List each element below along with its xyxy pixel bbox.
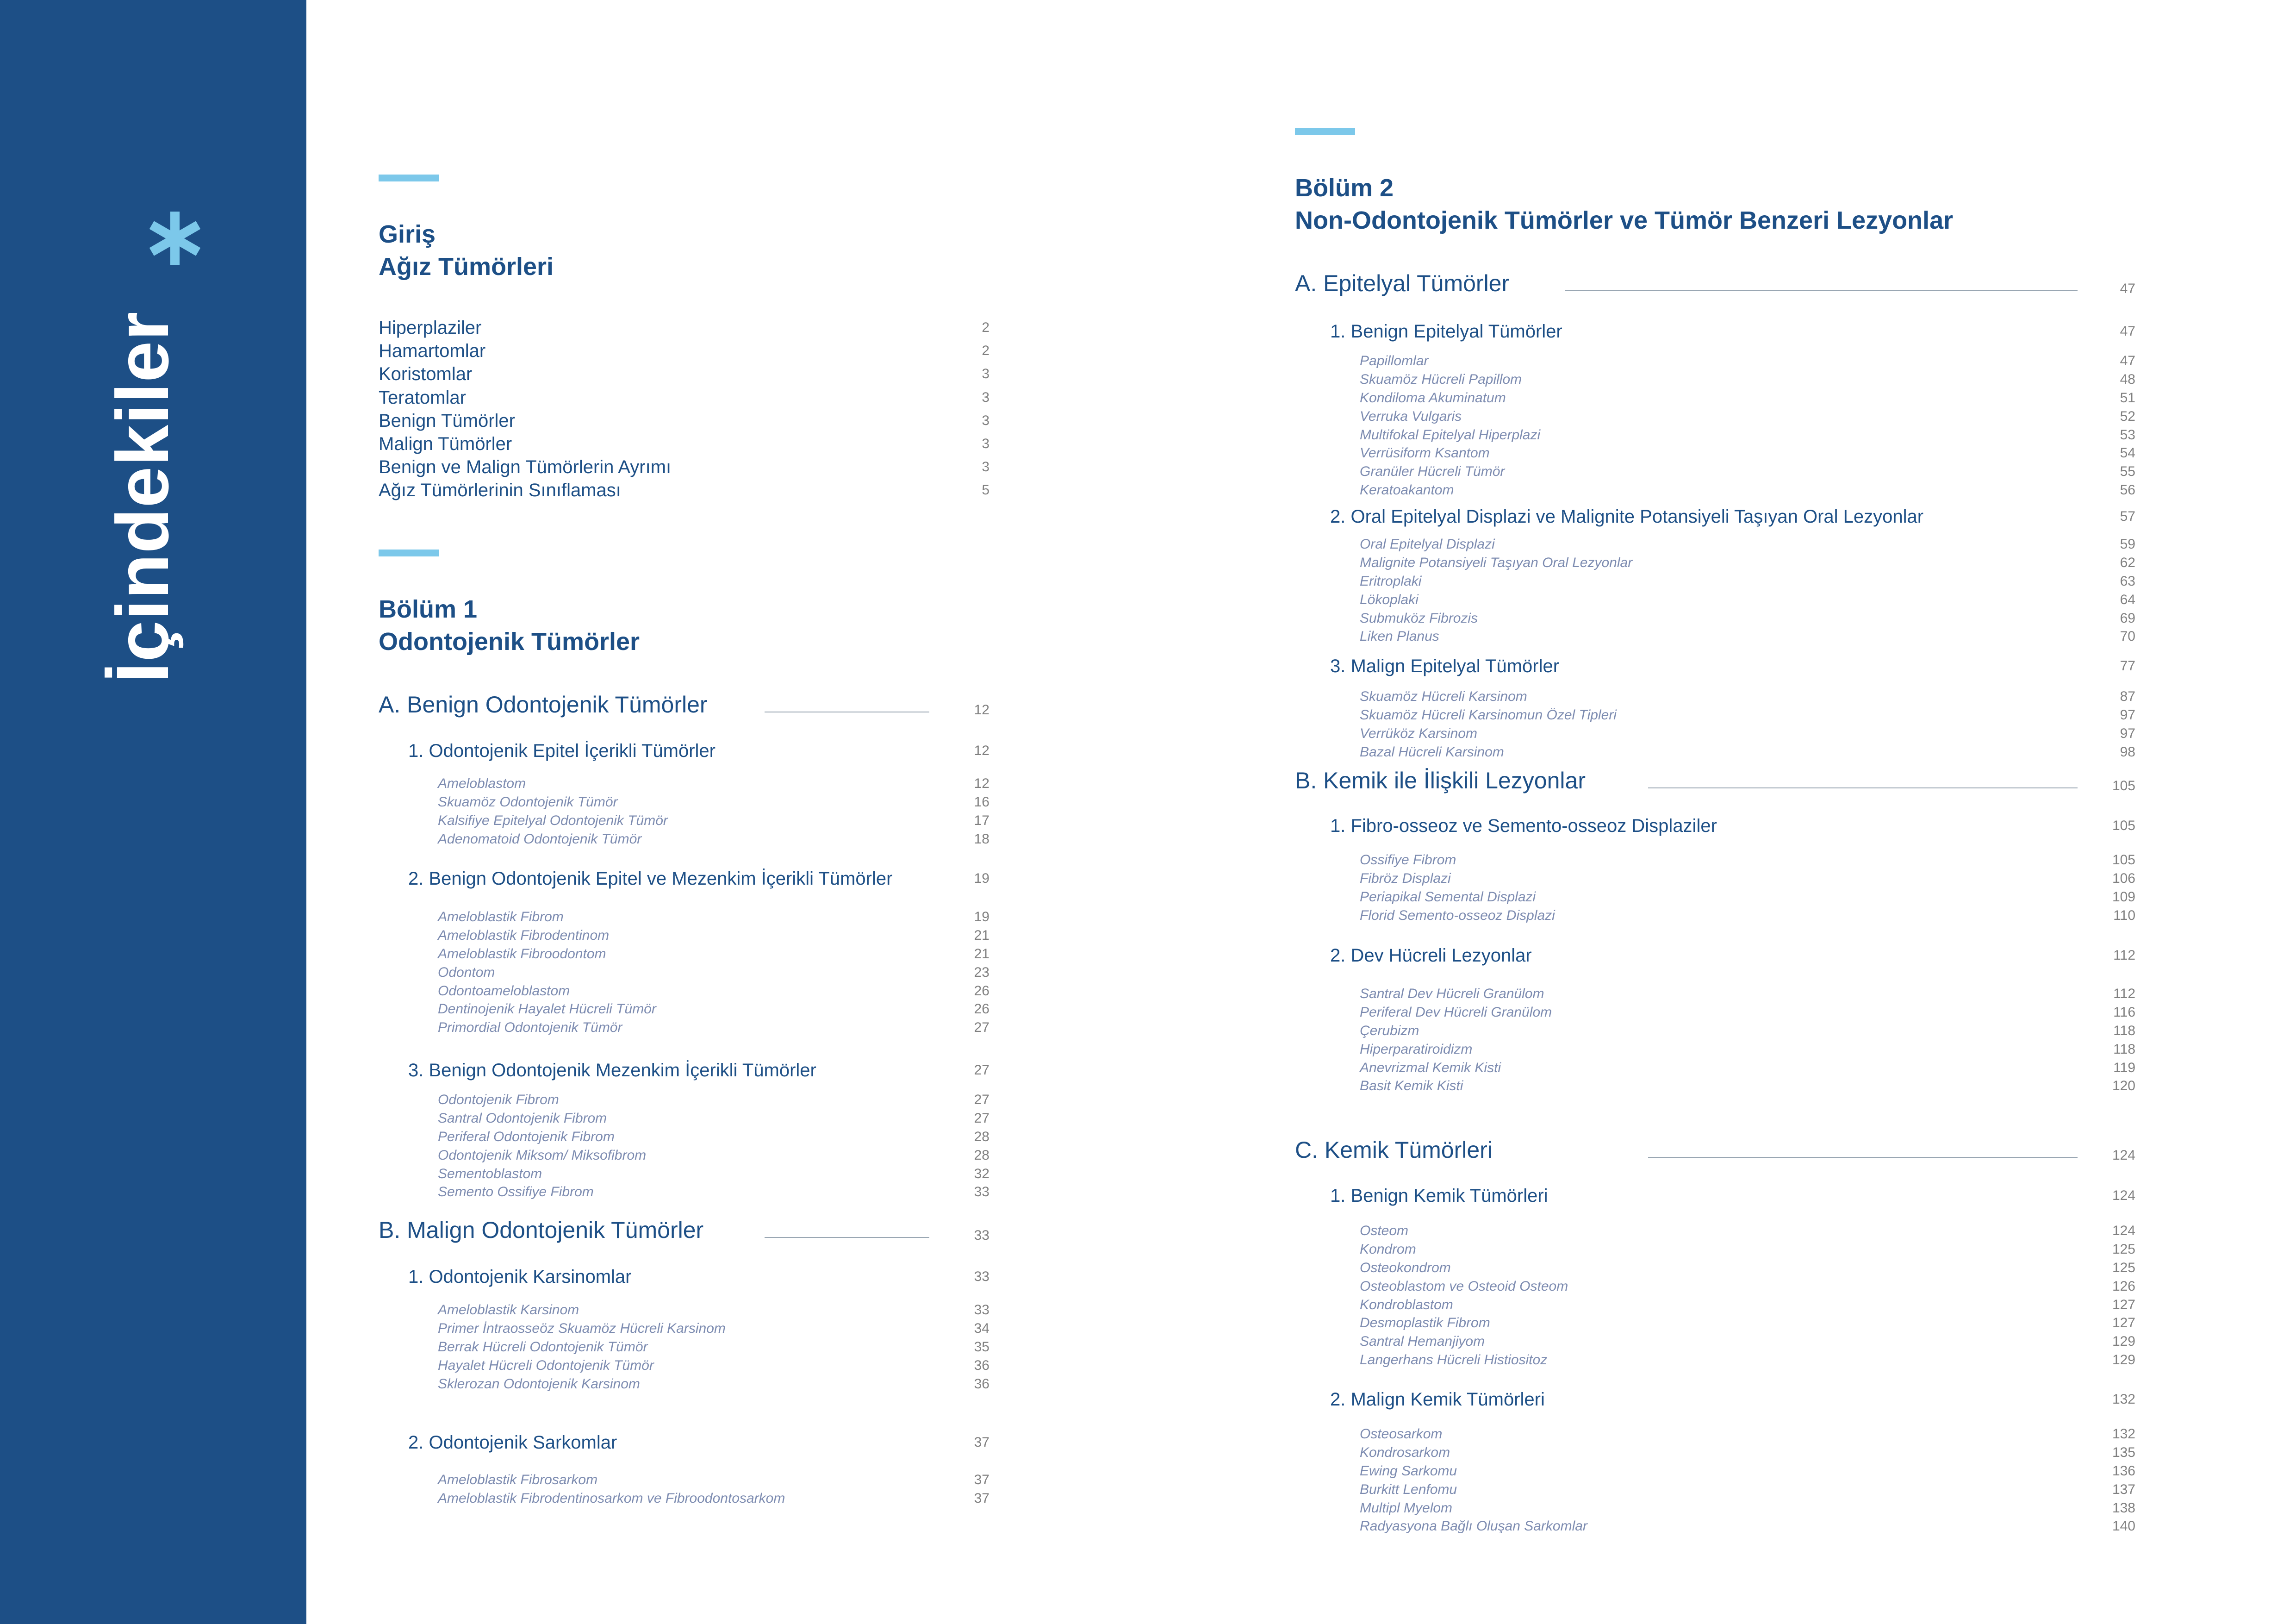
toc-entry	[379, 479, 989, 502]
toc-item	[1360, 1059, 2135, 1077]
toc-entry-label: Hiperplaziler	[379, 318, 482, 338]
toc-entry-page: 3	[982, 436, 989, 451]
toc-item-label: Odontojenik Fibrom	[438, 1092, 559, 1107]
toc-item-label: Anevrizmal Kemik Kisti	[1360, 1060, 1501, 1075]
toc-subsection	[408, 1429, 989, 1456]
toc-item-list	[1360, 851, 2135, 925]
toc-item-page: 17	[974, 812, 989, 828]
toc-item	[1360, 591, 2135, 609]
toc-item-page: 126	[2112, 1278, 2135, 1294]
toc-item	[1360, 627, 2135, 646]
chapter1-title: Odontojenik Tümörler	[379, 628, 640, 656]
toc-subsection-label: 3. Malign Epitelyal Tümörler	[1330, 656, 1560, 676]
toc-item-page: 137	[2112, 1481, 2135, 1497]
toc-item	[1360, 1040, 2135, 1059]
toc-item-label: Primordial Odontojenik Tümör	[438, 1020, 622, 1036]
toc-item-label: Ameloblastik Fibrosarkom	[438, 1472, 598, 1487]
toc-entry-label: Benign ve Malign Tümörlerin Ayrımı	[379, 457, 672, 478]
toc-item	[438, 963, 989, 982]
toc-item	[438, 775, 989, 793]
toc-item	[1360, 535, 2135, 554]
toc-subsection-label: 1. Fibro-osseoz ve Semento-osseoz Displaziler	[1330, 816, 1717, 836]
toc-section-page: 33	[974, 1228, 989, 1243]
toc-item-label: Osteosarkom	[1360, 1426, 1443, 1442]
toc-item-label: Kondrosarkom	[1360, 1444, 1450, 1460]
toc-item-label: Berrak Hücreli Odontojenik Tümör	[438, 1339, 648, 1355]
toc-entry-page: 2	[982, 320, 989, 335]
toc-item-page: 109	[2112, 889, 2135, 905]
toc-item-page: 18	[974, 831, 989, 847]
toc-subsection-page: 12	[974, 743, 989, 758]
section-divider	[1648, 787, 2078, 788]
toc-item-page: 27	[974, 1020, 989, 1036]
toc-item-page: 62	[2120, 555, 2135, 570]
toc-item	[1360, 609, 2135, 628]
toc-item-label: Sklerozan Odontojenik Karsinom	[438, 1376, 640, 1392]
toc-item-list	[438, 1471, 989, 1508]
toc-item	[1360, 352, 2135, 370]
toc-item	[1360, 869, 2135, 888]
toc-item	[438, 793, 989, 812]
toc-item-page: 64	[2120, 592, 2135, 607]
toc-item-label: Skuamöz Odontojenik Tümör	[438, 794, 618, 810]
toc-entry	[379, 362, 989, 386]
toc-item-page: 138	[2112, 1500, 2135, 1516]
toc-item	[1360, 1332, 2135, 1351]
toc-item-label: Verrüsiform Ksantom	[1360, 445, 1490, 461]
toc-item	[1360, 407, 2135, 426]
toc-item-page: 53	[2120, 427, 2135, 443]
toc-item-label: Skuamöz Hücreli Karsinom	[1360, 689, 1527, 704]
toc-item-page: 140	[2112, 1518, 2135, 1534]
toc-section-page: 12	[974, 702, 989, 718]
toc-item	[1360, 1296, 2135, 1314]
toc-subsection-page: 19	[974, 871, 989, 886]
toc-item-page: 97	[2120, 707, 2135, 723]
toc-item-page: 118	[2113, 1041, 2135, 1057]
toc-subsection	[1330, 942, 2135, 969]
toc-item	[438, 926, 989, 945]
toc-item-page: 21	[974, 927, 989, 943]
toc-subsection-page: 27	[974, 1062, 989, 1078]
toc-entry-page: 5	[982, 482, 989, 498]
toc-item	[438, 982, 989, 1000]
toc-item-label: Osteoblastom ve Osteoid Osteom	[1360, 1278, 1568, 1294]
toc-item	[1360, 1517, 2135, 1536]
toc-item-page: 132	[2112, 1426, 2135, 1442]
toc-item-label: Ameloblastik Karsinom	[438, 1302, 579, 1318]
toc-item	[438, 1489, 989, 1508]
toc-item-label: Odontojenik Miksom/ Miksofibrom	[438, 1147, 647, 1163]
toc-item	[1360, 985, 2135, 1003]
toc-subsection-page: 105	[2112, 818, 2135, 833]
toc-item-label: Primer İntraosseöz Skuamöz Hücreli Karsinom	[438, 1320, 726, 1336]
toc-section-page: 124	[2112, 1148, 2135, 1163]
toc-item	[1360, 706, 2135, 725]
toc-subsection-label: 2. Dev Hücreli Lezyonlar	[1330, 945, 1532, 966]
toc-item-label: Lökoplaki	[1360, 592, 1419, 607]
toc-item-label: Fibröz Displazi	[1360, 870, 1451, 886]
toc-item	[1360, 1003, 2135, 1022]
toc-item-label: Malignite Potansiyeli Taşıyan Oral Lezyonlar	[1360, 555, 1633, 570]
toc-subsection-label: 2. Odontojenik Sarkomlar	[408, 1432, 617, 1453]
asterisk-icon	[147, 211, 203, 266]
toc-item-page: 36	[974, 1357, 989, 1373]
toc-section-title: A. Benign Odontojenik Tümörler	[379, 692, 708, 718]
toc-item-list	[1360, 687, 2135, 762]
toc-item-label: Skuamöz Hücreli Karsinomun Özel Tipleri	[1360, 707, 1617, 723]
toc-subsection-label: 2. Oral Epitelyal Displazi ve Malignite Potansiyeli Taşıyan Oral Lezyonlar	[1330, 506, 1924, 527]
toc-item-page: 69	[2120, 610, 2135, 626]
toc-subsection	[1330, 318, 2135, 345]
toc-entry	[379, 456, 989, 479]
toc-subsection-page: 33	[974, 1269, 989, 1284]
toc-item-page: 28	[974, 1129, 989, 1144]
toc-item-label: Dentinojenik Hayalet Hücreli Tümör	[438, 1001, 656, 1017]
toc-item-page: 26	[974, 983, 989, 999]
toc-item-label: Periferal Dev Hücreli Granülom	[1360, 1004, 1552, 1020]
toc-item-page: 116	[2113, 1004, 2135, 1020]
toc-item	[1360, 687, 2135, 706]
toc-item-label: Odontom	[438, 964, 495, 980]
toc-item	[1360, 1425, 2135, 1443]
toc-item-label: Santral Hemanjiyom	[1360, 1334, 1485, 1349]
toc-item-label: Florid Semento-osseoz Displazi	[1360, 907, 1555, 923]
toc-item	[1360, 481, 2135, 500]
toc-item-page: 48	[2120, 371, 2135, 387]
toc-item	[1360, 1314, 2135, 1332]
toc-item	[1360, 1240, 2135, 1259]
toc-subsection	[408, 737, 989, 765]
toc-item	[438, 1319, 989, 1338]
toc-item-page: 51	[2120, 390, 2135, 406]
toc-item-page: 120	[2112, 1078, 2135, 1094]
toc-item-page: 21	[974, 946, 989, 962]
toc-item-label: Hiperparatiroidizm	[1360, 1041, 1473, 1057]
sidebar-title-text: İçindekiler	[101, 311, 184, 683]
toc-item-page: 52	[2120, 408, 2135, 424]
toc-section-title: A. Epitelyal Tümörler	[1295, 270, 1510, 296]
toc-item-label: Verruka Vulgaris	[1360, 408, 1462, 424]
toc-item-label: Ameloblastik Fibroodontom	[438, 946, 606, 962]
toc-item	[1360, 462, 2135, 481]
toc-item	[1360, 572, 2135, 591]
toc-item-page: 112	[2113, 986, 2135, 1001]
toc-item	[1360, 1462, 2135, 1480]
sidebar	[0, 0, 306, 1624]
toc-item-page: 27	[974, 1110, 989, 1126]
toc-item	[438, 1000, 989, 1018]
toc-item-page: 47	[2120, 353, 2135, 369]
toc-item-page: 136	[2112, 1463, 2135, 1479]
toc-item	[1360, 370, 2135, 389]
toc-subsection-label: 1. Odontojenik Epitel İçerikli Tümörler	[408, 741, 716, 761]
toc-item-page: 19	[974, 909, 989, 924]
toc-item-label: Ameloblastik Fibrom	[438, 909, 564, 924]
toc-item-label: Submuköz Fibrozis	[1360, 610, 1478, 626]
toc-item	[438, 1165, 989, 1183]
toc-item-page: 26	[974, 1001, 989, 1017]
toc-item	[438, 1338, 989, 1356]
toc-item-label: Eritroplaki	[1360, 573, 1422, 589]
toc-item-page: 23	[974, 964, 989, 980]
toc-item	[438, 1146, 989, 1165]
toc-item	[438, 945, 989, 963]
toc-item	[438, 1091, 989, 1109]
toc-item	[1360, 1222, 2135, 1240]
toc-item-page: 105	[2112, 852, 2135, 868]
toc-item-label: Verrüköz Karsinom	[1360, 725, 1477, 741]
toc-item-label: Ameloblastom	[438, 776, 526, 791]
toc-item-label: Periapikal Semental Displazi	[1360, 889, 1536, 905]
toc-item-label: Basit Kemik Kisti	[1360, 1078, 1463, 1094]
toc-item-page: 36	[974, 1376, 989, 1392]
toc-subsection	[1330, 812, 2135, 840]
toc-entry	[379, 339, 989, 362]
intro-list	[379, 316, 989, 502]
toc-item-page: 33	[974, 1302, 989, 1318]
toc-item	[438, 812, 989, 830]
toc-item-page: 129	[2112, 1352, 2135, 1368]
toc-item-list	[1360, 1425, 2135, 1536]
toc-item-page: 118	[2113, 1023, 2135, 1038]
toc-item-page: 59	[2120, 537, 2135, 552]
toc-item-label: Periferal Odontojenik Fibrom	[438, 1129, 615, 1144]
intro-heading: Giriş	[379, 220, 436, 248]
toc-item	[1360, 426, 2135, 444]
toc-item-label: Granüler Hücreli Tümör	[1360, 464, 1505, 480]
toc-item-label: Santral Dev Hücreli Granülom	[1360, 986, 1544, 1001]
accent-bar	[379, 550, 439, 556]
toc-item-page: 125	[2112, 1241, 2135, 1257]
toc-entry-label: Malign Tümörler	[379, 433, 512, 454]
toc-item-page: 54	[2120, 445, 2135, 461]
toc-item-label: Çerubizm	[1360, 1023, 1419, 1038]
toc-item	[1360, 1351, 2135, 1369]
toc-item-label: Hayalet Hücreli Odontojenik Tümör	[438, 1357, 654, 1373]
section-divider	[1648, 1157, 2078, 1158]
toc-item	[438, 1301, 989, 1319]
toc-item	[1360, 1022, 2135, 1040]
toc-subsection-page: 132	[2112, 1392, 2135, 1407]
toc-entry	[379, 316, 989, 339]
section-divider	[765, 1237, 929, 1238]
toc-item	[438, 1471, 989, 1489]
toc-item-label: Odontoameloblastom	[438, 983, 570, 999]
toc-subsection	[1330, 503, 2135, 531]
toc-item-label: Multipl Myelom	[1360, 1500, 1453, 1516]
toc-section-title: B. Kemik ile İlişkili Lezyonlar	[1295, 768, 1586, 793]
toc-entry-label: Benign Tümörler	[379, 410, 515, 431]
toc-item-label: Skuamöz Hücreli Papillom	[1360, 371, 1522, 387]
toc-item-label: Desmoplastik Fibrom	[1360, 1315, 1490, 1331]
toc-item-list	[1360, 535, 2135, 646]
toc-item-label: Bazal Hücreli Karsinom	[1360, 744, 1504, 760]
toc-entry-label: Hamartomlar	[379, 341, 486, 362]
toc-subsection	[1330, 652, 2135, 680]
toc-entry-label: Koristomlar	[379, 364, 473, 385]
toc-item	[1360, 554, 2135, 572]
toc-item-label: Kalsifiye Epitelyal Odontojenik Tümör	[438, 812, 668, 828]
toc-item-page: 97	[2120, 725, 2135, 741]
toc-item-page: 63	[2120, 573, 2135, 589]
toc-item-page: 37	[974, 1472, 989, 1487]
toc-item	[1360, 1077, 2135, 1095]
toc-item-label: Ameloblastik Fibrodentinom	[438, 927, 610, 943]
toc-item	[438, 1356, 989, 1375]
toc-subsection-page: 124	[2112, 1188, 2135, 1203]
toc-item	[1360, 389, 2135, 407]
toc-item	[438, 1128, 989, 1146]
toc-item-label: Ameloblastik Fibrodentinosarkom ve Fibroodontosarkom	[438, 1490, 785, 1506]
toc-item-page: 87	[2120, 689, 2135, 704]
toc-item-page: 106	[2112, 870, 2135, 886]
toc-subsection-page: 77	[2120, 658, 2135, 674]
section-divider	[1565, 290, 2078, 291]
toc-section-page: 47	[2120, 281, 2135, 296]
toc-item-label: Santral Odontojenik Fibrom	[438, 1110, 607, 1126]
toc-item-page: 98	[2120, 744, 2135, 760]
toc-subsection	[408, 1263, 989, 1291]
chapter2-number: Bölüm 2	[1295, 174, 1394, 202]
toc-item-page: 70	[2120, 629, 2135, 644]
toc-entry-page: 3	[982, 366, 989, 382]
toc-subsection-label: 1. Odontojenik Karsinomlar	[408, 1267, 632, 1287]
toc-item	[1360, 725, 2135, 743]
toc-subsection	[1330, 1386, 2135, 1413]
toc-subsection-label: 2. Malign Kemik Tümörleri	[1330, 1389, 1545, 1410]
toc-entry-page: 3	[982, 412, 989, 428]
toc-item-label: Kondroblastom	[1360, 1297, 1453, 1312]
toc-item	[438, 1183, 989, 1201]
chapter2-title: Non-Odontojenik Tümörler ve Tümör Benzeri Lezyonlar	[1295, 206, 1954, 234]
intro-subheading: Ağız Tümörleri	[379, 253, 554, 281]
toc-entry	[379, 409, 989, 432]
toc-item-label: Semento Ossifiye Fibrom	[438, 1184, 594, 1200]
toc-subsection-label: 2. Benign Odontojenik Epitel ve Mezenkim İçerikli Tümörler	[408, 868, 893, 889]
toc-item	[438, 830, 989, 849]
accent-bar	[1295, 128, 1355, 135]
toc-item-label: Ossifiye Fibrom	[1360, 852, 1456, 868]
toc-item	[438, 1109, 989, 1128]
toc-subsection-label: 3. Benign Odontojenik Mezenkim İçerikli Tümörler	[408, 1060, 816, 1081]
toc-item-label: Langerhans Hücreli Histiositoz	[1360, 1352, 1548, 1368]
toc-item-list	[1360, 985, 2135, 1095]
toc-item	[438, 1018, 989, 1037]
toc-item-page: 124	[2112, 1223, 2135, 1238]
toc-item-label: Oral Epitelyal Displazi	[1360, 537, 1495, 552]
toc-entry-page: 3	[982, 389, 989, 405]
toc-item	[1360, 851, 2135, 869]
toc-item-label: Ewing Sarkomu	[1360, 1463, 1457, 1479]
accent-bar	[379, 175, 439, 181]
toc-item-page: 12	[974, 776, 989, 791]
toc-item-page: 127	[2112, 1297, 2135, 1312]
toc-subsection-page: 57	[2120, 509, 2135, 524]
toc-item	[1360, 888, 2135, 906]
toc-section-title: B. Malign Odontojenik Tümörler	[379, 1217, 704, 1243]
toc-item-page: 35	[974, 1339, 989, 1355]
toc-item	[1360, 1480, 2135, 1499]
toc-entry	[379, 432, 989, 456]
toc-entry-label: Teratomlar	[379, 387, 466, 408]
toc-item-list	[438, 908, 989, 1037]
toc-item	[438, 908, 989, 926]
toc-section-page: 105	[2112, 778, 2135, 793]
toc-subsection-page: 112	[2113, 948, 2135, 963]
toc-item-page: 119	[2113, 1060, 2135, 1075]
toc-item-label: Burkitt Lenfomu	[1360, 1481, 1457, 1497]
toc-section-title: C. Kemik Tümörleri	[1295, 1137, 1493, 1163]
toc-item	[438, 1375, 989, 1393]
toc-item-label: Multifokal Epitelyal Hiperplazi	[1360, 427, 1541, 443]
toc-item-page: 129	[2112, 1334, 2135, 1349]
toc-item-page: 110	[2113, 907, 2135, 923]
toc-item	[1360, 444, 2135, 462]
toc-item-list	[1360, 1222, 2135, 1369]
toc-item-page: 56	[2120, 482, 2135, 498]
toc-subsection	[408, 865, 989, 893]
toc-item	[1360, 1277, 2135, 1296]
toc-item-label: Adenomatoid Odontojenik Tümör	[438, 831, 642, 847]
toc-item-label: Keratoakantom	[1360, 482, 1454, 498]
toc-item-page: 127	[2112, 1315, 2135, 1331]
toc-item-label: Radyasyona Bağlı Oluşan Sarkomlar	[1360, 1518, 1587, 1534]
toc-item-page: 32	[974, 1166, 989, 1181]
toc-item-list	[438, 775, 989, 849]
toc-item-label: Osteokondrom	[1360, 1260, 1451, 1275]
toc-item-label: Liken Planus	[1360, 629, 1439, 644]
toc-subsection	[1330, 1182, 2135, 1210]
toc-item	[1360, 1499, 2135, 1518]
toc-item	[1360, 906, 2135, 925]
toc-item-label: Sementoblastom	[438, 1166, 542, 1181]
toc-subsection-label: 1. Benign Kemik Tümörleri	[1330, 1186, 1548, 1206]
toc-subsection-page: 37	[974, 1435, 989, 1450]
toc-item-page: 27	[974, 1092, 989, 1107]
toc-item-page: 37	[974, 1490, 989, 1506]
toc-item-page: 34	[974, 1320, 989, 1336]
toc-item-page: 135	[2112, 1444, 2135, 1460]
toc-item	[1360, 1259, 2135, 1277]
toc-entry-page: 2	[982, 343, 989, 359]
toc-item-label: Osteom	[1360, 1223, 1409, 1238]
toc-subsection-label: 1. Benign Epitelyal Tümörler	[1330, 321, 1562, 342]
toc-item	[1360, 1443, 2135, 1462]
toc-subsection	[408, 1056, 989, 1084]
toc-item-label: Kondiloma Akuminatum	[1360, 390, 1506, 406]
toc-entry-page: 3	[982, 459, 989, 475]
toc-item-label: Kondrom	[1360, 1241, 1416, 1257]
toc-item-page: 16	[974, 794, 989, 810]
toc-item-list	[1360, 352, 2135, 500]
toc-item-page: 55	[2120, 464, 2135, 480]
toc-item-list	[438, 1301, 989, 1393]
toc-item-label: Papillomlar	[1360, 353, 1429, 369]
toc-subsection-page: 47	[2120, 324, 2135, 339]
toc-item-list	[438, 1091, 989, 1201]
toc-item-page: 33	[974, 1184, 989, 1200]
toc-entry	[379, 386, 989, 409]
toc-item-page: 125	[2112, 1260, 2135, 1275]
chapter1-number: Bölüm 1	[379, 595, 478, 623]
toc-entry-label: Ağız Tümörlerinin Sınıflaması	[379, 480, 621, 501]
toc-item	[1360, 743, 2135, 762]
toc-item-page: 28	[974, 1147, 989, 1163]
